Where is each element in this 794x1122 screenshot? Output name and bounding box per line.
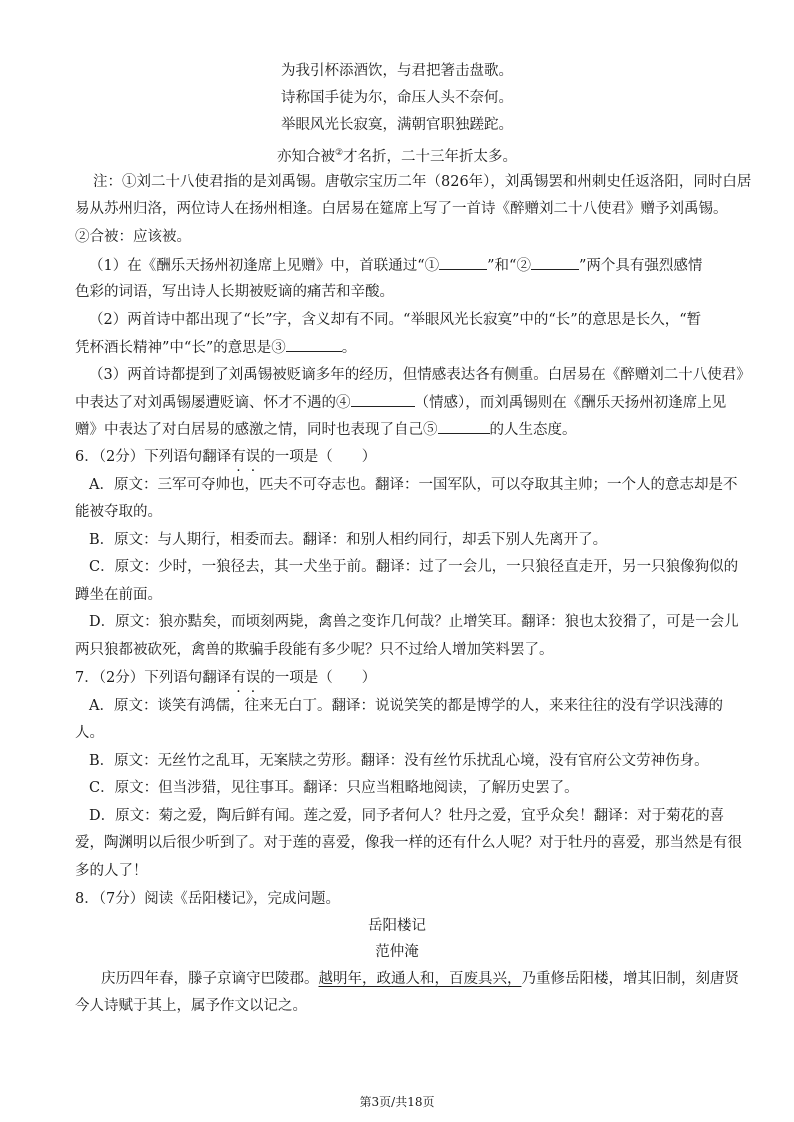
poem-line-4-b: 才名折，二十三年折太多。 (343, 148, 518, 165)
q6-option-a-line-a[interactable]: A．原文：三军可夺帅也，匹夫不可夺志也。翻译：一国军队，可以夺取其主帅；一个人的意志却是不 (89, 477, 738, 493)
q7-option-d-line-c: 多的人了！ (75, 863, 148, 879)
q5-part3-text-d: 赠》中表达了对白居易的感激之情，同时也表现了自己⑤ (75, 422, 438, 438)
q6-stem-b: 的一项是（ ） (260, 449, 377, 465)
q7-stem (75, 668, 376, 688)
passage-title: 岳阳楼记 (368, 918, 426, 934)
q6-option-c-line-a[interactable]: C．原文：少时，一狼径去，其一犬坐于前。翻译：过了一会儿，一只狼径直走开，另一只狼像狗似的 (89, 559, 739, 575)
note-2: ②合被：应该被。 (75, 229, 191, 245)
note-1-line-a: 注：①刘二十八使君指的是刘禹锡。唐敬宗宝历二年（826年），刘禹锡罢和州刺史任返洛阳，同时白居 (93, 174, 752, 190)
q5-part2-line-a: （2）两首诗中都出现了“长”字，含义却有不同。“举眼风光长寂寞”中的“长”的意思是长久，“暂 (89, 312, 702, 328)
q5-part3-text-b: 中表达了对刘禹锡屡遭贬谪、怀才不遇的④ (75, 395, 351, 411)
q5-part3-text-e: 的人生态度。 (489, 422, 577, 438)
q6-option-c-line-b: 蹲坐在前面。 (75, 587, 162, 603)
q5-part1-text-a: （1）在《酬乐天扬州初逢席上见赠》中，首联通过“① (89, 258, 440, 274)
q5-part2-text-b: 凭杯酒长精神”中“长”的意思是③ (75, 340, 286, 356)
footnote-marker: ② (334, 148, 344, 158)
underlined-sentence: 越明年，政通人和，百废具兴， (318, 971, 522, 987)
q6-stem (75, 447, 376, 467)
q5-part2-line-b (75, 337, 356, 358)
poem-line-4-a: 亦知合被 (276, 148, 335, 165)
page-number: 第3页/共18页 (359, 1095, 435, 1109)
note-1-line-b: 易从苏州归洛，两位诗人在扬州相逢。白居易在筵席上写了一首诗《醉赠刘二十八使君》赠予刘禹锡。 (75, 201, 728, 217)
passage-text-b: 乃重修岳阳楼，增其旧制，刻唐贤 (521, 971, 739, 987)
q7-option-d-line-b: 爱，陶渊明以后很少听到了。对于莲的喜爱，像我一样的还有什么人呢？对于牡丹的喜爱，那当然是有很 (75, 835, 742, 851)
q5-part1-line-b: 色彩的词语，写出诗人长期被贬谪的痛苦和辛酸。 (75, 284, 394, 300)
q5-part1-text-b: ”和“② (487, 258, 531, 274)
q6-option-b[interactable]: B．原文：与人期行，相委而去。翻译：和别人相约同行，却丢下别人先离开了。 (89, 532, 608, 548)
answer-blank-5[interactable] (438, 419, 490, 434)
answer-blank-4[interactable] (351, 392, 415, 407)
q7-option-a-line-a[interactable]: A．原文：谈笑有鸿儒，往来无白丁。翻译：说说笑笑的都是博学的人，来来往往的没有学识浅薄的 (89, 698, 723, 714)
passage-para-1-line-b: 今人诗赋于其上，属予作文以记之。 (75, 998, 307, 1014)
q6-emphasis-1: 有 (231, 449, 246, 465)
q7-emphasis-2: 误 (245, 670, 261, 686)
answer-blank-1[interactable] (439, 255, 487, 270)
passage-text-a: 庆历四年春，滕子京谪守巴陵郡。 (101, 971, 319, 987)
q5-part3-line-c (75, 419, 577, 440)
answer-blank-2[interactable] (531, 255, 579, 270)
q6-stem-a: 6．（2分）下列语句翻译 (75, 449, 232, 465)
q7-option-d-line-a[interactable]: D．原文：菊之爱，陶后鲜有闻。莲之爱，同予者何人？牡丹之爱，宜乎众矣！翻译：对于菊花的喜 (89, 808, 725, 824)
q6-option-d-line-b: 两只狼都被砍死，禽兽的欺骗手段能有多少呢？只不过给人增加笑料罢了。 (75, 642, 554, 658)
passage-para-1-line-a (101, 969, 739, 989)
q5-part3-text-c: （情感），而刘禹锡则在《酬乐天扬州初逢席上见 (414, 395, 727, 411)
q5-part3-line-b (75, 392, 726, 413)
q7-emphasis-1: 有 (231, 670, 246, 686)
q6-emphasis-2: 误 (245, 449, 261, 465)
q5-part1-text-c: ”两个具有强烈感情 (578, 258, 703, 274)
q6-option-d-line-a[interactable]: D．原文：狼亦黠矣，而顷刻两毙，禽兽之变诈几何哉？止增笑耳。翻译：狼也太狡猾了，可是一会儿 (89, 614, 739, 630)
q6-option-a-line-b: 能被夺取的。 (75, 504, 162, 520)
poem-line-2: 诗称国手徒为尔，命压人头不奈何。 (281, 90, 513, 106)
poem-line-4 (0, 143, 794, 167)
q5-part2-text-c: 。 (341, 340, 357, 356)
q5-part1-line-a (89, 255, 702, 276)
q7-option-a-line-b: 人。 (75, 725, 104, 741)
poem-line-3: 举眼风光长寂寞，满朝官职独蹉跎。 (281, 117, 513, 133)
q7-option-c[interactable]: C．原文：但当涉猎，见往事耳。翻译：只应当粗略地阅读，了解历史罢了。 (89, 780, 579, 796)
poem-line-1: 为我引杯添酒饮，与君把箸击盘歌。 (281, 63, 513, 79)
q7-stem-b: 的一项是（ ） (260, 670, 377, 686)
q7-stem-a: 7．（2分）下列语句翻译 (75, 670, 232, 686)
q8-stem: 8．（7分）阅读《岳阳楼记》，完成问题。 (75, 891, 340, 907)
passage-author: 范仲淹 (375, 944, 419, 960)
q7-option-b[interactable]: B．原文：无丝竹之乱耳，无案牍之劳形。翻译：没有丝竹乐扰乱心境，没有官府公文劳神伤身。 (89, 753, 709, 769)
answer-blank-3[interactable] (286, 337, 342, 352)
q5-part3-line-a: （3）两首诗都提到了刘禹锡被贬谪多年的经历，但情感表达各有侧重。白居易在《醉赠刘二十八使君》 (89, 367, 751, 383)
